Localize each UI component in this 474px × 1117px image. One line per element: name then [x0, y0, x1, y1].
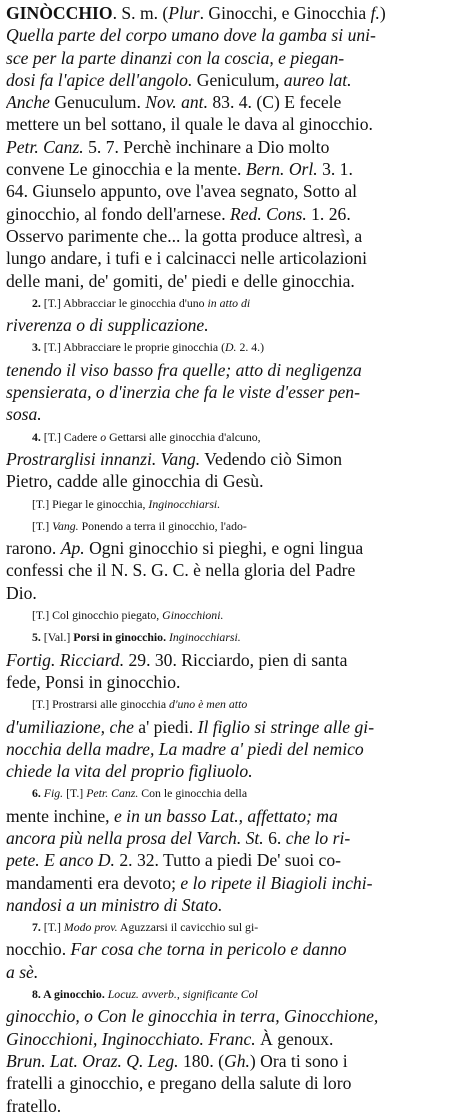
- text-segment: Con le ginocchia della: [138, 786, 248, 801]
- text-segment: dosi fa l'apice dell'angolo.: [6, 69, 193, 90]
- text-segment: rarono.: [6, 538, 61, 559]
- text-segment: 4.: [32, 429, 44, 444]
- text-segment: Pietro, cadde alle ginocchia di Gesù.: [6, 471, 264, 492]
- text-segment: nocchia della madre, La madre a' piedi del nemico: [6, 738, 364, 759]
- text-segment: 2.: [32, 295, 44, 310]
- text-line: [6, 136, 468, 158]
- text-segment: 3.: [32, 340, 44, 355]
- text-segment: 64. Giunselo appunto, ove l'avea segnato, Sotto al: [6, 181, 358, 202]
- text-segment: Fig.: [43, 786, 64, 801]
- text-line: [6, 1050, 468, 1072]
- text-segment: Prostrarglisi innanzi. Vang.: [6, 448, 201, 469]
- text-segment: Geniculum,: [192, 69, 284, 90]
- text-segment: Il figlio si stringe alle gi-: [197, 716, 375, 737]
- text-segment: fede, Ponsi in ginocchio.: [6, 671, 181, 692]
- text-segment: o: [100, 429, 107, 444]
- text-segment: Genuculum.: [49, 92, 146, 113]
- text-segment: nocchio.: [6, 939, 71, 960]
- text-segment: Ap.: [60, 538, 85, 559]
- text-segment: Gettarsi alle ginocchia d'alcuno,: [106, 429, 261, 444]
- text-segment: . S. m. (: [112, 3, 169, 23]
- text-segment: a' piedi.: [133, 716, 198, 737]
- text-line: [6, 113, 468, 135]
- text-line: [6, 2, 468, 24]
- text-segment: [Val.]: [43, 630, 74, 645]
- text-segment: f.: [370, 3, 380, 23]
- text-line: [6, 849, 468, 871]
- text-line: [6, 983, 468, 1005]
- text-line: [6, 158, 468, 180]
- text-line: [6, 582, 468, 604]
- text-segment: [T.] Abbracciar le ginocchia d'uno: [43, 295, 208, 310]
- text-segment: Ginocchioni, Inginocchiato. Franc.: [6, 1028, 256, 1049]
- text-segment: spensierata, o d'inerzia che fa le viste d'esser pen-: [6, 382, 360, 403]
- text-segment: [T.] Col ginocchio piegato,: [32, 608, 163, 623]
- text-line: [6, 91, 468, 113]
- text-segment: 3. 1.: [317, 159, 353, 180]
- text-segment: Anche: [6, 92, 50, 113]
- text-line: [6, 47, 468, 69]
- text-segment: 5.: [32, 630, 44, 645]
- text-line: [6, 180, 468, 202]
- text-segment: 180. (: [178, 1050, 224, 1071]
- text-segment: D.: [225, 340, 237, 355]
- text-line: [6, 938, 468, 960]
- text-segment: sosa.: [6, 404, 42, 425]
- text-segment: 5. 7. Perchè inchinare a Dio molto: [83, 136, 330, 157]
- text-segment: ) Ora ti sono i: [249, 1050, 348, 1071]
- text-segment: ginocchio, o Con le ginocchia in terra, Ginocchione,: [6, 1006, 379, 1027]
- text-line: [6, 604, 468, 626]
- text-segment: aureo lat.: [283, 69, 352, 90]
- text-segment: Plur: [168, 3, 200, 23]
- text-segment: riverenza o di supplicazione.: [6, 315, 209, 336]
- text-line: [6, 403, 468, 425]
- text-segment: Nov. ant.: [145, 92, 208, 113]
- text-segment: convene Le ginocchia e la mente.: [6, 159, 246, 180]
- text-line: [6, 626, 468, 648]
- text-line: [6, 649, 468, 671]
- text-segment: Ginocchioni.: [162, 608, 224, 623]
- text-segment: 29. 30. Ricciardo, pien di santa: [124, 649, 348, 670]
- text-line: [6, 827, 468, 849]
- text-line: [6, 292, 468, 314]
- text-segment: 6.: [263, 827, 286, 848]
- text-line: [6, 961, 468, 983]
- text-segment: Red. Cons.: [230, 203, 307, 224]
- text-segment: che lo ri-: [285, 827, 351, 848]
- text-line: [6, 381, 468, 403]
- text-line: [6, 515, 468, 537]
- text-segment: ginocchio, al fondo dell'arnese.: [6, 203, 230, 224]
- text-segment: 6.: [32, 786, 44, 801]
- text-segment: lungo andare, i tufi e i calcinacci nelle articolazioni: [6, 248, 367, 269]
- text-segment: Petr. Canz.: [6, 136, 84, 157]
- text-segment: mente inchine,: [6, 805, 114, 826]
- text-line: [6, 1005, 468, 1027]
- text-line: [6, 1072, 468, 1094]
- text-segment: e lo ripete il Biagioli inchi-: [180, 872, 373, 893]
- text-line: [6, 470, 468, 492]
- text-line: [6, 537, 468, 559]
- text-segment: Aguzzarsi il cavicchio sul gi-: [117, 920, 259, 935]
- text-segment: À genoux.: [255, 1028, 334, 1049]
- text-line: [6, 559, 468, 581]
- text-segment: ): [379, 3, 386, 23]
- text-segment: chiede la vita del proprio figliuolo.: [6, 761, 253, 782]
- text-segment: d'uno è men atto: [169, 697, 248, 712]
- text-line: [6, 693, 468, 715]
- text-segment: e in un basso Lat., affettato; ma: [113, 805, 338, 826]
- text-segment: [T.] Cadere: [43, 429, 101, 444]
- text-segment: a sè.: [6, 961, 39, 982]
- text-segment: sce per la parte dinanzi con la coscia, e piegan-: [6, 47, 345, 68]
- text-segment: ancora più nella prosa del Varch. St.: [6, 827, 264, 848]
- text-segment: Quella parte del corpo umano dove la gamba si uni-: [6, 25, 376, 46]
- text-line: [6, 225, 468, 247]
- text-line: [6, 270, 468, 292]
- text-segment: 1. 26.: [306, 203, 351, 224]
- text-segment: Inginocchiarsi.: [148, 496, 221, 511]
- text-segment: nandosi a un ministro di Stato.: [6, 894, 223, 915]
- text-segment: Inginocchiarsi.: [168, 630, 241, 645]
- text-segment: Fortig. Ricciard.: [6, 649, 125, 670]
- text-segment: fratello.: [6, 1095, 62, 1116]
- text-line: [6, 69, 468, 91]
- text-segment: Brun. Lat. Oraz. Q. Leg.: [6, 1050, 179, 1071]
- text-segment: 8.: [32, 987, 44, 1002]
- text-line: [6, 426, 468, 448]
- text-segment: Vang.: [52, 518, 79, 533]
- text-line: [6, 448, 468, 470]
- text-line: [6, 872, 468, 894]
- text-segment: Gh.: [224, 1050, 250, 1071]
- text-segment: [T.]: [43, 920, 64, 935]
- text-segment: Vedendo ciò Simon: [200, 448, 343, 469]
- text-segment: Ogni ginocchio si pieghi, e ogni lingua: [84, 538, 364, 559]
- text-segment: 83. 4. (C) E fecele: [207, 92, 342, 113]
- text-segment: mandamenti era devoto;: [6, 872, 181, 893]
- text-segment: A ginocchio.: [43, 987, 105, 1002]
- text-line: [6, 1028, 468, 1050]
- text-line: [6, 894, 468, 916]
- text-segment: Bern. Orl.: [245, 159, 318, 180]
- text-segment: Dio.: [6, 582, 37, 603]
- text-segment: 7.: [32, 920, 44, 935]
- text-segment: Far cosa che torna in pericolo e danno: [70, 939, 347, 960]
- text-segment: [T.]: [32, 518, 53, 533]
- text-segment: delle mani, de' gomiti, de' piedi e delle ginocchia.: [6, 270, 355, 291]
- text-line: [6, 336, 468, 358]
- text-segment: 2. 4.): [236, 340, 265, 355]
- text-segment: confessi che il N. S. G. C. è nella gloria del Padre: [6, 560, 356, 581]
- text-segment: fratelli a ginocchio, e pregano della salute di loro: [6, 1073, 352, 1094]
- text-line: [6, 916, 468, 938]
- text-segment: in atto di: [207, 295, 251, 310]
- text-segment: Petr. Canz.: [86, 786, 139, 801]
- text-segment: [T.] Abbracciare le proprie ginocchia (: [43, 340, 226, 355]
- text-segment: Modo prov.: [63, 920, 118, 935]
- text-segment: [T.]: [63, 786, 87, 801]
- text-segment: [T.] Piegar le ginocchia,: [32, 496, 149, 511]
- text-line: [6, 24, 468, 46]
- text-segment: 2. 32. Tutto a piedi De' suoi co-: [114, 850, 341, 871]
- text-segment: Porsi in ginocchio.: [73, 630, 167, 645]
- text-segment: Osservo parimente che... la gotta produce altresì, a: [6, 225, 363, 246]
- text-segment: pete. E anco D.: [6, 850, 115, 871]
- text-line: [6, 314, 468, 336]
- text-line: [6, 203, 468, 225]
- text-line: [6, 760, 468, 782]
- text-line: [6, 716, 468, 738]
- text-segment: Locuz. avverb., significante Col: [107, 987, 258, 1002]
- text-segment: . Ginocchi, e Ginocchia: [199, 3, 371, 23]
- text-line: [6, 493, 468, 515]
- text-segment: GINÒCCHIO: [6, 3, 113, 23]
- text-line: [6, 671, 468, 693]
- text-line: [6, 738, 468, 760]
- text-line: [6, 805, 468, 827]
- text-segment: [T.] Prostrarsi alle ginocchia: [32, 697, 170, 712]
- text-segment: d'umiliazione, che: [6, 716, 134, 737]
- text-line: [6, 782, 468, 804]
- text-line: [6, 247, 468, 269]
- text-line: [6, 1095, 468, 1117]
- text-segment: mettere un bel sottano, il quale le dava al ginocchio.: [6, 114, 373, 135]
- text-segment: tenendo il viso basso fra quelle; atto di negligenza: [6, 359, 362, 380]
- text-segment: Ponendo a terra il ginocchio, l'ado-: [78, 518, 247, 533]
- text-line: [6, 359, 468, 381]
